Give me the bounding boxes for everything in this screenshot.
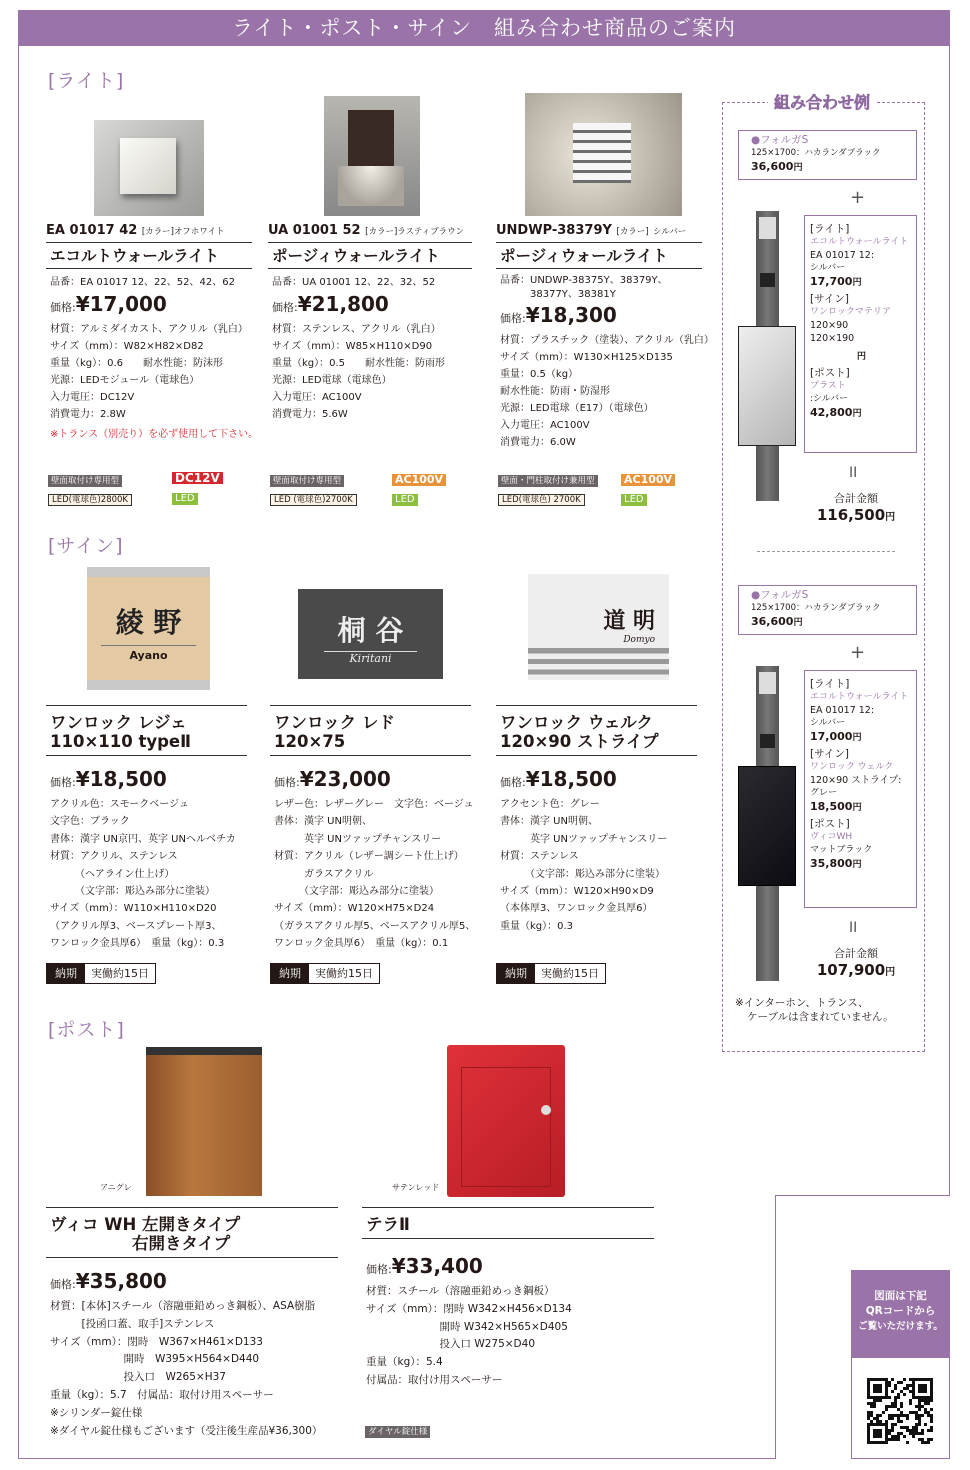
yen: 円 xyxy=(852,277,862,288)
spec-line: 開時 W342×H565×D405 xyxy=(366,1320,568,1333)
led-color-badge: LED (電球色)2700K xyxy=(270,494,357,506)
mount-badge: 壁面・門柱取付け兼用型 xyxy=(498,475,598,487)
color-label: [カラー] xyxy=(141,227,174,237)
spec-line: 英字 UNツァップチャンスリー xyxy=(500,833,668,845)
price-value: ¥33,400 xyxy=(391,1254,483,1278)
mount-badge: 壁面取付け専用型 xyxy=(48,475,122,487)
total-price: 107,900 xyxy=(816,961,886,979)
voltage-badges-2 xyxy=(392,468,446,506)
spec-line: （本体厚3、ワンロック金具厚6） xyxy=(500,903,653,915)
combo-divider xyxy=(757,551,895,552)
spec-line: 投入口 W275×D40 xyxy=(366,1338,536,1351)
base-pole xyxy=(738,130,917,180)
spec-line: （文字部：彫込み部分に塗装） xyxy=(500,868,665,880)
combo-items xyxy=(804,215,917,453)
lead-value: 実働約15日 xyxy=(315,967,373,980)
price xyxy=(496,302,702,332)
price-value: ¥35,800 xyxy=(75,1269,167,1293)
nameplate-kanji: 綾 野 xyxy=(115,606,182,639)
spec-line: 材質：アクリル（レザー調シート仕上げ） xyxy=(274,851,464,863)
spec-line: サイズ（mm）：W120×H75×D24 xyxy=(274,903,435,915)
spec-line: ※シリンダー錠仕様 xyxy=(50,1406,143,1419)
price-label: 価格: xyxy=(500,776,526,789)
frame-bottom xyxy=(18,1458,776,1459)
lead-time-2 xyxy=(270,963,380,984)
product-name: ワンロック レド xyxy=(274,713,395,732)
plus-icon: + xyxy=(850,642,866,663)
note-line: ※インターホン、トランス、 xyxy=(735,997,869,1009)
led-badge: LED xyxy=(172,493,198,505)
qr-code-icon[interactable] xyxy=(867,1378,933,1444)
spec-line: （ガラスアクリル厚5、ベースアクリル厚5、 xyxy=(274,920,476,932)
product-name: ワンロック ウェルク xyxy=(500,713,653,732)
light-image-2 xyxy=(324,96,420,216)
spec-line: 書体：漢字 UN明朝、 xyxy=(500,816,598,828)
spec-line: （文字部：彫込み部分に塗装） xyxy=(50,886,215,898)
price-value: ¥21,800 xyxy=(297,292,389,316)
yen: 円 xyxy=(852,408,862,419)
spec-line: 文字色：ブラック xyxy=(50,816,130,828)
pole-price: 36,600 xyxy=(751,160,794,173)
part-number: 品番：UA 01001 12、22、32、52 xyxy=(272,277,436,288)
part-number-cont: 38377Y、38381Y xyxy=(530,289,616,300)
post-card-1 xyxy=(46,1207,338,1440)
spec-line: サイズ（mm）：W130×H125×D135 xyxy=(500,352,673,363)
spec-line: [投函口蓋、取手]ステンレス xyxy=(50,1317,215,1330)
spec-line: ※ダイヤル錠仕様もございます（受注後生産品¥36,300） xyxy=(50,1424,323,1437)
spec-line: 重量（kg）：0.5 耐水性能：防雨形 xyxy=(272,358,446,369)
product-name: ポージィウォールライト xyxy=(496,243,702,269)
light-card-3 xyxy=(496,222,714,451)
post-color: :シルバー xyxy=(810,394,849,404)
nameplate-romaji: Domyo xyxy=(623,635,655,645)
light-price: 17,700 xyxy=(810,275,853,288)
light-card-1 xyxy=(46,222,259,443)
post-name: プラスト xyxy=(810,381,846,391)
pole-price: 36,600 xyxy=(751,615,794,628)
price-label: 価格: xyxy=(500,312,526,325)
led-badge: LED xyxy=(392,494,418,506)
led-badge: LED xyxy=(621,494,647,506)
lead-label: 納期 xyxy=(271,964,309,983)
plus-icon: + xyxy=(850,187,866,208)
spec-line: アクセント色：グレー xyxy=(500,799,600,810)
lead-value: 実働約15日 xyxy=(541,967,599,980)
sign-name: ワンロックマテリア xyxy=(810,307,891,317)
total-label: 合計金額 xyxy=(834,492,878,505)
total-label: 合計金額 xyxy=(834,947,878,960)
qr-line: QRコードから xyxy=(865,1305,936,1317)
note-line: ケーブルは含まれていません。 xyxy=(747,1011,894,1023)
product-name: エコルトウォールライト xyxy=(46,243,252,269)
price-value: ¥18,500 xyxy=(525,767,617,791)
spec-line: 書体：漢字 UN明朝、 xyxy=(274,816,372,828)
sign-size-2: 120×190 xyxy=(810,333,855,344)
price-value: ¥18,300 xyxy=(525,303,617,327)
pole-spec: 125×1700：ハカランダブラック xyxy=(751,148,881,158)
lead-label: 納期 xyxy=(47,964,85,983)
total-price: 116,500 xyxy=(816,506,886,524)
spec-line: 耐水性能：防雨・防湿形 xyxy=(500,386,610,397)
sign-image-2 xyxy=(298,589,443,679)
spec-line: 光源：LED電球（電球色） xyxy=(272,375,392,386)
spec-line: サイズ（mm）：W110×H110×D20 xyxy=(50,903,217,915)
spec-line: サイズ（mm）：閉時 W367×H461×D133 xyxy=(50,1335,263,1348)
combo-2 xyxy=(723,585,926,1005)
spec-line: 投入口 W265×H37 xyxy=(50,1371,226,1384)
post-cat: [ポスト] xyxy=(810,818,850,830)
spec-line: 入力電圧：AC100V xyxy=(500,420,590,431)
voltage-badge: AC100V xyxy=(621,474,675,486)
color-label: [カラー] xyxy=(616,227,649,237)
spec-line: 重量（kg）：0.6 耐水性能：防沫形 xyxy=(50,358,224,369)
sign-size: 120×90 xyxy=(810,320,849,331)
lead-time-1 xyxy=(46,963,156,984)
pole-name: ●フォルガS xyxy=(751,134,809,146)
price-label: 価格: xyxy=(50,301,76,314)
light-cat: [ライト] xyxy=(810,678,850,690)
yen: 円 xyxy=(793,617,803,628)
spec-line: アクリル色：スモークベージュ xyxy=(50,799,189,810)
voltage-badge: AC100V xyxy=(392,474,446,486)
spec-list xyxy=(496,796,714,935)
product-size: 120×75 xyxy=(274,732,346,751)
spec-line: 材質：ステンレス xyxy=(500,851,579,863)
spec-line: 重量：0.5（kg） xyxy=(500,369,579,380)
part-number: 品番：EA 01017 12、22、52、42、62 xyxy=(50,277,235,288)
light-card-2 xyxy=(268,222,472,423)
spec-list xyxy=(362,1283,654,1390)
spec-line: サイズ（mm）：閉時 W342×H456×D134 xyxy=(366,1302,572,1315)
spec-line: 材質：スチール（溶融亜鉛めっき鋼板） xyxy=(366,1285,555,1297)
sign-cat: [サイン] xyxy=(810,293,849,305)
nameplate-kanji: 桐 谷 xyxy=(337,614,404,647)
light-name: エコルトウォールライト xyxy=(810,692,909,702)
lead-label: 納期 xyxy=(497,964,535,983)
spec-line: 英字 UNツァップチャンスリー xyxy=(274,833,442,845)
sign-card-2 xyxy=(270,705,476,953)
spec-line: 重量（kg）：0.3 xyxy=(500,920,574,932)
sign-cat: [サイン] xyxy=(810,748,849,760)
section-sign: [サイン] xyxy=(48,535,124,557)
frame-right xyxy=(949,46,950,1196)
post-box-image xyxy=(738,766,796,886)
spec-line: （文字部：彫込み部分に塗装） xyxy=(274,886,439,898)
color: ラスティブラウン xyxy=(397,227,465,237)
spec-list xyxy=(496,332,714,451)
product-size: 120×90 ストライプ xyxy=(500,732,659,751)
spec-line: 材質：[本体]スチール（溶融亜鉛めっき鋼板）、ASA樹脂 xyxy=(50,1300,316,1312)
spec-line: 入力電圧：AC100V xyxy=(272,392,362,403)
yen: 円 xyxy=(885,967,896,978)
mount-badge: 壁面取付け専用型 xyxy=(270,475,344,487)
yen: 円 xyxy=(793,162,803,173)
qr-caption xyxy=(852,1271,949,1358)
light-name: エコルトウォールライト xyxy=(810,237,909,247)
spec-line: 材質：アルミダイカスト、アクリル（乳白） xyxy=(50,324,248,335)
price xyxy=(268,291,472,321)
combination-panel xyxy=(722,93,925,1052)
spec-line: サイズ（mm）：W85×H110×D90 xyxy=(272,341,433,352)
price-label: 価格: xyxy=(272,301,298,314)
spec-line: ガラスアクリル xyxy=(274,868,374,880)
light-color: シルバー xyxy=(810,263,846,273)
price-label: 価格: xyxy=(274,776,300,789)
voltage-badge: DC12V xyxy=(172,472,223,484)
light-price: 17,000 xyxy=(810,730,853,743)
spec-line: サイズ（mm）：W120×H90×D9 xyxy=(500,886,654,898)
sign-name: ワンロック ウェルク xyxy=(810,762,894,772)
yen: 円 xyxy=(856,351,867,362)
spec-line: ワンロック金具厚6） 重量（kg）：0.1 xyxy=(274,938,449,950)
yen: 円 xyxy=(852,802,862,813)
post-box-image xyxy=(738,326,796,446)
sign-card-1 xyxy=(46,705,247,953)
spec-line: （ヘアライン仕上げ） xyxy=(50,868,175,880)
frame-notch-v xyxy=(775,1195,776,1459)
led-color-badge: LED(電球色)2800K xyxy=(48,494,132,506)
sign-price: 18,500 xyxy=(810,800,853,813)
base-pole xyxy=(738,585,917,635)
product-size: 110×110 typeⅡ xyxy=(50,732,191,751)
combination-title: 組み合わせ例 xyxy=(768,90,876,113)
spec-line: （アクリル厚3、ベースプレート厚3、 xyxy=(50,920,222,932)
spec-line: 消費電力：6.0W xyxy=(500,437,576,448)
spec-line: 材質：アクリル、ステンレス xyxy=(50,851,178,863)
voltage-badges-1 xyxy=(172,467,223,505)
product-name: ヴィコ WH 左開きタイプ xyxy=(50,1215,241,1234)
spec-line: 消費電力：2.8W xyxy=(50,409,126,420)
sign-color: グレー xyxy=(810,788,838,798)
voltage-badges-3 xyxy=(621,468,675,506)
dial-lock-badge: ダイヤル錠仕様 xyxy=(365,1426,430,1438)
sign-size: 120×90 ストライプ: xyxy=(810,775,902,786)
light-model: EA 01017 12: xyxy=(810,250,875,261)
spec-list xyxy=(270,796,490,953)
product-name: テラⅡ xyxy=(366,1215,410,1234)
product-code: UNDWP-38379Y xyxy=(496,223,612,238)
light-cat: [ライト] xyxy=(810,223,850,235)
nameplate-romaji: Ayano xyxy=(101,645,196,662)
nameplate-kanji: 道 明 xyxy=(603,608,655,634)
post-color-1: アニグレ xyxy=(100,1183,132,1192)
sign-card-3 xyxy=(496,705,697,935)
price-value: ¥18,500 xyxy=(75,767,167,791)
frame-left xyxy=(18,46,19,1458)
badges-1 xyxy=(48,468,132,506)
post-image-2 xyxy=(447,1045,565,1197)
post-color: マットブラック xyxy=(810,845,873,855)
qr-cell xyxy=(930,1441,933,1444)
section-post: [ポスト] xyxy=(48,1019,125,1041)
page-header: ライト・ポスト・サイン 組み合わせ商品のご案内 xyxy=(18,10,950,46)
spec-line: 重量（kg）：5.7 付属品：取付け用スペーサー xyxy=(50,1388,274,1401)
spec-list xyxy=(46,321,266,423)
lead-time-3 xyxy=(496,963,606,984)
frame-notch xyxy=(775,1195,950,1196)
nameplate-romaji: Kiritani xyxy=(324,651,417,665)
color-label: [カラー] xyxy=(365,227,398,237)
post-image-1 xyxy=(146,1047,262,1196)
pole-spec: 125×1700：ハカランダブラック xyxy=(751,603,881,613)
combo-note xyxy=(735,996,894,1024)
spec-line: 消費電力：5.6W xyxy=(272,409,348,420)
spec-list xyxy=(46,796,266,953)
spec-line: レザー色：レザーグレー 文字色：ベージュ xyxy=(274,799,474,810)
post-color-2: サテンレッド xyxy=(392,1183,440,1192)
spec-line: 材質：プラスチック（塗装）、アクリル（乳白） xyxy=(500,335,714,346)
product-name: ワンロック レジェ xyxy=(50,713,187,732)
spec-line: 重量（kg）：5.4 xyxy=(366,1356,443,1369)
equals-icon: II xyxy=(849,920,858,936)
badges-2 xyxy=(270,468,357,506)
post-price: 42,800 xyxy=(810,406,853,419)
qr-line: 図面は下記 xyxy=(874,1290,927,1302)
sign-image-3 xyxy=(528,574,669,680)
spec-line: サイズ（mm）：W82×H82×D82 xyxy=(50,341,204,352)
light-model: EA 01017 12: xyxy=(810,705,875,716)
spec-line: 書体：漢字 UN京円、英字 UNヘルベチカ xyxy=(50,833,236,845)
price-value: ¥17,000 xyxy=(75,292,167,316)
section-light: [ライト] xyxy=(48,70,125,92)
yen: 円 xyxy=(885,512,896,523)
light-image-1 xyxy=(94,120,204,216)
spec-line: ワンロック金具厚6） 重量（kg）：0.3 xyxy=(50,938,225,950)
post-price: 35,800 xyxy=(810,857,853,870)
light-image-3 xyxy=(525,93,682,216)
color: オフホワイト xyxy=(173,227,225,237)
yen: 円 xyxy=(852,859,862,870)
equals-icon: II xyxy=(849,465,858,481)
qr-box xyxy=(851,1270,950,1459)
post-card-2 xyxy=(362,1207,654,1390)
product-name: ポージィウォールライト xyxy=(268,243,472,269)
price-label: 価格: xyxy=(50,1278,76,1291)
lead-value: 実働約15日 xyxy=(91,967,149,980)
light-color: シルバー xyxy=(810,718,846,728)
yen: 円 xyxy=(852,732,862,743)
led-color-badge: LED(電球色) 2700K xyxy=(498,494,585,506)
spec-line: 光源：LEDモジュール（電球色） xyxy=(50,375,200,386)
color: シルバー xyxy=(653,227,687,237)
product-code: EA 01017 42 xyxy=(46,223,138,238)
combo-items xyxy=(804,670,917,908)
spec-line: 付属品：取付け用スペーサー xyxy=(366,1373,503,1386)
post-cat: [ポスト] xyxy=(810,367,850,379)
price-value: ¥23,000 xyxy=(299,767,391,791)
spec-line: 光源：LED電球（E17）（電球色） xyxy=(500,403,654,414)
spec-line: 開時 W395×H564×D440 xyxy=(50,1353,260,1366)
part-number: 品番：UNDWP-38375Y、38379Y、 xyxy=(500,275,668,286)
spec-list xyxy=(46,1298,356,1440)
price xyxy=(46,291,252,321)
qr-line: ご覧いただけます。 xyxy=(858,1321,943,1332)
sign-image-1 xyxy=(87,567,210,690)
price-label: 価格: xyxy=(50,776,76,789)
product-variant: 右開きタイプ xyxy=(132,1234,231,1253)
combo-1 xyxy=(723,130,926,550)
product-code: UA 01001 52 xyxy=(268,223,361,238)
transformer-note: ※トランス（別売り）を必ず使用して下さい。 xyxy=(50,429,259,440)
spec-list xyxy=(268,321,488,423)
badges-3 xyxy=(498,468,598,506)
pole-name: ●フォルガS xyxy=(751,589,809,601)
post-name: ヴィコWH xyxy=(810,832,853,842)
spec-line: 材質：ステンレス、アクリル（乳白） xyxy=(272,324,441,335)
price-label: 価格: xyxy=(366,1263,392,1276)
spec-line: 入力電圧：DC12V xyxy=(50,392,135,403)
